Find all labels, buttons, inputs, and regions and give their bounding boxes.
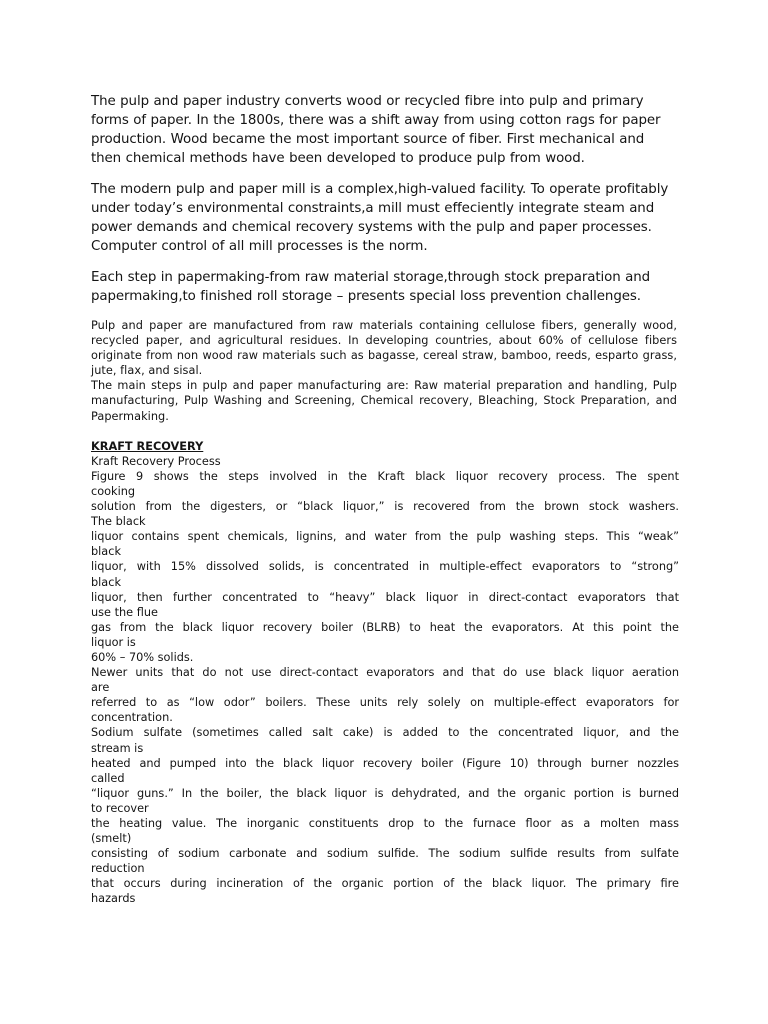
intro-paragraph-2: The modern pulp and paper mill is a complex,high-valued facility. To operate profitably under today’s environmental constraints,a mill must effeciently integrate steam and power demands and chemical recovery systems with the pulp and paper processes. Computer control of all mill processes is the norm. xyxy=(91,182,669,254)
kraft-line: 60% – 70% solids. xyxy=(91,650,194,664)
kraft-line: reduction xyxy=(91,862,145,876)
kraft-line: (smelt) xyxy=(91,832,132,846)
kraft-line: cooking xyxy=(91,484,136,498)
kraft-line: that occurs during incineration of the organic portion of the black liquor. The primary fire xyxy=(91,877,679,891)
kraft-line: “liquor guns.” In the boiler, the black liquor is dehydrated, and the organic portion is burned xyxy=(91,786,679,800)
manufacturing-paragraph-1: Pulp and paper are manufactured from raw materials containing cellulose fibers, generally wood, recycled paper, and agricultural residues. In developing countries, about 60% of cellulose fibers originate from non wood raw materials such as bagasse, cereal straw, bamboo, reeds, esparto grass, jute, flax, and sisal. xyxy=(91,319,677,378)
document-page xyxy=(91,92,677,907)
kraft-line: concentration. xyxy=(91,711,173,725)
kraft-line: hazards xyxy=(91,892,136,906)
kraft-line: liquor, then further concentrated to “heavy” black liquor in direct-contact evaporators that xyxy=(91,590,679,604)
kraft-line: solution from the digesters, or “black liquor,” is recovered from the brown stock washers. xyxy=(91,500,679,514)
kraft-line: Sodium sulfate (sometimes called salt cake) is added to the concentrated liquor, and the xyxy=(91,726,679,740)
kraft-line: heated and pumped into the black liquor recovery boiler (Figure 10) through burner nozzles xyxy=(91,756,679,770)
kraft-recovery-subheading: Kraft Recovery Process xyxy=(91,454,221,468)
kraft-recovery-body xyxy=(91,454,679,907)
kraft-line: referred to as “low odor” boilers. These units rely solely on multiple-effect evaporators for xyxy=(91,696,679,710)
kraft-line: Newer units that do not use direct-contact evaporators and that do use black liquor aeration xyxy=(91,666,679,680)
kraft-line: called xyxy=(91,771,125,785)
kraft-line: liquor is xyxy=(91,635,136,649)
kraft-line: the heating value. The inorganic constituents drop to the furnace floor as a molten mass xyxy=(91,817,679,830)
kraft-line: use the flue xyxy=(91,605,158,619)
intro-paragraph-3: Each step in papermaking-from raw material storage,through stock preparation and papermaking,to finished roll storage – presents special loss prevention challenges. xyxy=(91,270,651,304)
kraft-line: Figure 9 shows the steps involved in the Kraft black liquor recovery process. The spent xyxy=(91,469,679,483)
kraft-line: black xyxy=(91,545,121,559)
manufacturing-paragraph-2: The main steps in pulp and paper manufacturing are: Raw material preparation and handling, Pulp manufacturing, Pulp Washing and Screening, Chemical recovery, Bleaching, Stock Preparation, and Papermaking. xyxy=(91,379,677,423)
kraft-line: consisting of sodium carbonate and sodium sulfide. The sodium sulfide results from sulfate xyxy=(91,847,679,861)
kraft-recovery-heading: KRAFT RECOVERY xyxy=(91,439,204,453)
kraft-line: stream is xyxy=(91,741,144,755)
kraft-line: black xyxy=(91,575,121,589)
kraft-line: The black xyxy=(91,515,146,529)
kraft-line: gas from the black liquor recovery boiler (BLRB) to heat the evaporators. At this point the xyxy=(91,620,679,634)
kraft-line: liquor, with 15% dissolved solids, is concentrated in multiple-effect evaporators to “strong” xyxy=(91,560,679,574)
kraft-line: are xyxy=(91,681,110,695)
kraft-line: to recover xyxy=(91,801,149,815)
kraft-line: liquor contains spent chemicals, lignins, and water from the pulp washing steps. This “weak” xyxy=(91,530,679,544)
intro-paragraph-1: The pulp and paper industry converts wood or recycled fibre into pulp and primary forms of paper. In the 1800s, there was a shift away from using cotton rags for paper production. Wood became the most important source of fiber. First mechanical and then chemical methods have been developed to produce pulp from wood. xyxy=(91,94,661,166)
